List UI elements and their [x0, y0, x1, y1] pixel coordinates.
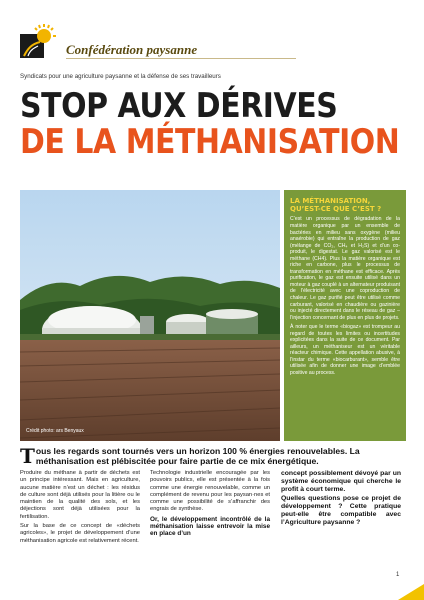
body-bold-paragraph: Or, le développement incontrôlé de la méthanisation laisse entrevoir la mise en place d’un: [150, 515, 270, 538]
header-divider: [66, 58, 296, 59]
body-paragraph: Produire du méthane à partir de déchets est un principe intéressant. Mais en agriculture, aucune matière n’est un déchet : les résidus de culture sont déjà utilisés pour la litière ou le maintien de la qualité des sols, et les déjections sont déjà utilisées pour la fertilisation.: [20, 470, 140, 520]
lead-text: ous les regards sont tournés vers un horizon 100 % énergies renouvelables. La méthanisation est plébiscitée pour faire partie de ce mix énergétique.: [35, 446, 360, 466]
definition-sidebar: [284, 190, 406, 441]
lead-paragraph: [20, 444, 406, 468]
drop-cap: T: [20, 444, 35, 468]
organization-name: Confédération paysanne: [66, 42, 198, 57]
sidebar-paragraph-2: À noter que le terme «biogaz» est trompeur au regard de toutes les limites ou incertitudes explicitées dans la suite de ce document. Par ailleurs, un méthaniseur est un véritable réacteur chimique. Cette appellation abusive, à l’instar du terme «biocarburant», semble être utilisée afin de donner une image d’emblée positive au process.: [290, 324, 400, 376]
sunflower-logo-icon: [20, 22, 58, 58]
body-column-1: [20, 470, 140, 547]
corner-triangle-icon: [398, 584, 424, 600]
headline-line-1: STOP AUX DÉRIVES: [20, 86, 338, 126]
organization-tagline: Syndicats pour une agriculture paysanne et la défense de ses travailleurs: [20, 73, 221, 80]
key-questions: Quelles questions pose ce projet de développement ? Cette pratique peut-elle être compatible avec l’Agriculture paysanne ?: [281, 495, 401, 526]
body-paragraph: Sur la base de ce concept de «déchets agricoles», le projet de développement d’une méthanisation agricole est relativement récent.: [20, 523, 140, 544]
photo-credit: Crédit photo: ars Benyaux: [26, 428, 84, 434]
body-column-3: [281, 470, 401, 529]
body-paragraph: Technologie industrielle encouragée par les pouvoirs publics, elle est présentée à la fois comme une énergie renouvelable, comme un complément de revenu pour les paysan·nes et comme une possibilité de s’affranchir des engrais de synthèse.: [150, 470, 270, 513]
headline-line-2: DE LA MÉTHANISATION: [20, 122, 400, 162]
methanization-plant-photo: [20, 190, 280, 441]
page-number: 1: [396, 572, 400, 578]
body-bold-paragraph: concept possiblement dévoyé par un système économique qui cherche le profit à court terme.: [281, 470, 401, 493]
body-column-2: [150, 470, 270, 540]
sidebar-paragraph-1: C’est un processus de dégradation de la matière organique par un ensemble de bactéries en milieu sans oxygène (milieu anaérobie) qui entraîne la production de gaz (mélange de CO₂, CH₄ et H₂S) et d’un co-produit, le digestat. Le gaz valorisé est le méthane (CH4). Plus la matière organique est riche en carbone, plus le processus de transformation en méthane est efficace. Après purification, le gaz est ensuite utilisé dans un moteur à gaz couplé à un alternateur produisant de l’électricité avec une coproduction de chaleur. Le gaz purifié peut être utilisé comme carburant, valorisé en chaudière ou gazinière ou injecté directement dans le réseau de gaz – l’injection concernant de plus en plus de projets.: [290, 216, 400, 321]
sidebar-title: LA MÉTHANISATION, QU’EST-CE QUE C’EST ?: [290, 197, 382, 214]
